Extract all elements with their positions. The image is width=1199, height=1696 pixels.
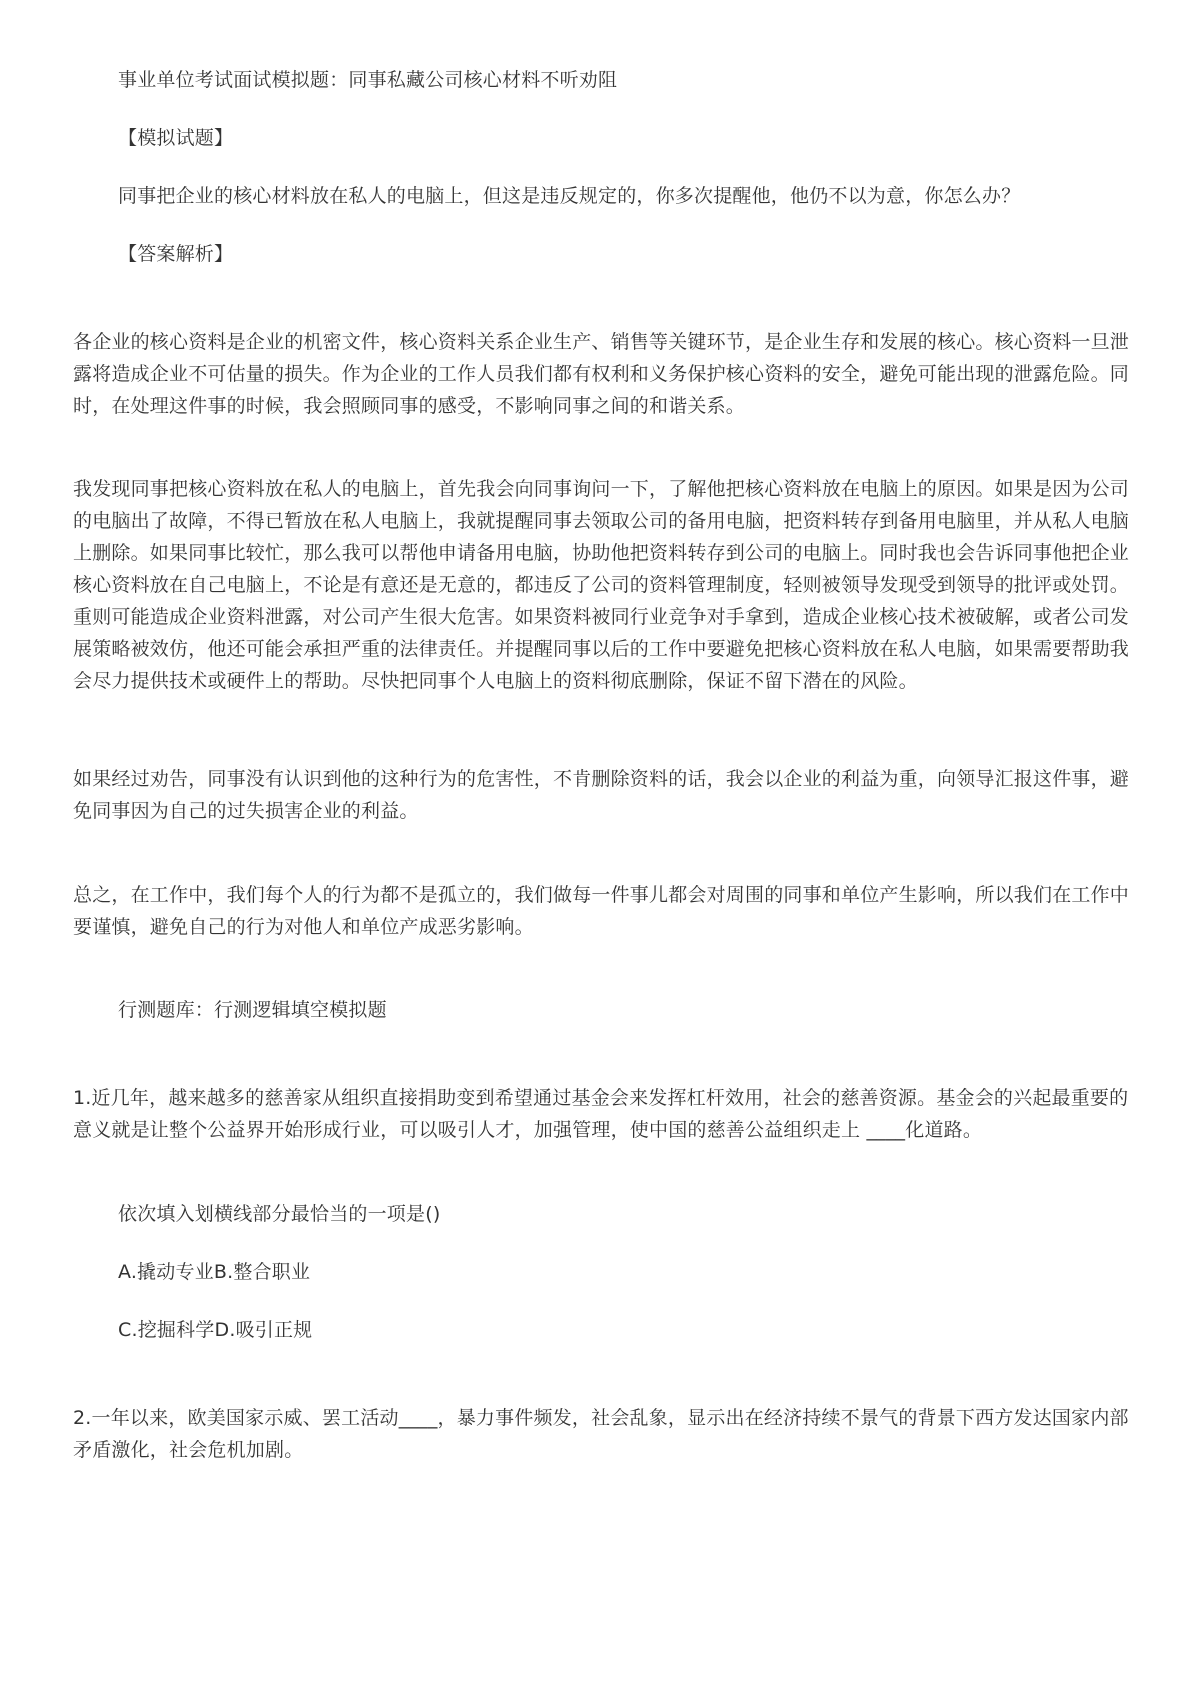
question-1-prompt: 依次填入划横线部分最恰当的一项是()	[118, 1203, 441, 1225]
section-heading-answer: 【答案解析】	[118, 243, 234, 265]
question-1-text: 1.近几年，越来越多的慈善家从组织直接捐助变到希望通过基金会来发挥杠杆效用，社会的慈善资源。基金会的兴起最重要的意义就是让整个公益界开始形成行业，可以吸引人才，加强管理，使中国的慈善公益组织走上 ____化道路。	[73, 1087, 1129, 1141]
section-heading-question: 【模拟试题】	[118, 127, 234, 149]
question-1-options-ab: A.撬动专业B.整合职业	[118, 1261, 311, 1283]
answer-paragraph-4: 总之，在工作中，我们每个人的行为都不是孤立的，我们做每一件事儿都会对周围的同事和单位产生影响，所以我们在工作中要谨慎，避免自己的行为对他人和单位产成恶劣影响。	[73, 884, 1130, 938]
question-2-text: 2.一年以来，欧美国家示威、罢工活动____，暴力事件频发，社会乱象，显示出在经济持续不景气的背景下西方发达国家内部矛盾激化，社会危机加剧。	[73, 1407, 1129, 1461]
section-2-title: 行测题库：行测逻辑填空模拟题	[118, 999, 387, 1021]
answer-paragraph-1: 各企业的核心资料是企业的机密文件，核心资料关系企业生产、销售等关键环节，是企业生存和发展的核心。核心资料一旦泄露将造成企业不可估量的损失。作为企业的工作人员我们都有权利和义务保护核心资料的安全，避免可能出现的泄露危险。同时，在处理这件事的时候，我会照顾同事的感受，不影响同事之间的和谐关系。	[73, 331, 1130, 417]
document-title: 事业单位考试面试模拟题：同事私藏公司核心材料不听劝阻	[118, 69, 618, 91]
question-1-options-cd: C.挖掘科学D.吸引正规	[118, 1319, 313, 1341]
question-text: 同事把企业的核心材料放在私人的电脑上，但这是违反规定的，你多次提醒他，他仍不以为意，你怎么办？	[118, 185, 1021, 207]
answer-paragraph-3: 如果经过劝告，同事没有认识到他的这种行为的危害性，不肯删除资料的话，我会以企业的利益为重，向领导汇报这件事，避免同事因为自己的过失损害企业的利益。	[73, 768, 1130, 822]
answer-paragraph-2: 我发现同事把核心资料放在私人的电脑上，首先我会向同事询问一下，了解他把核心资料放在电脑上的原因。如果是因为公司的电脑出了故障，不得已暂放在私人电脑上，我就提醒同事去领取公司的备用电脑，把资料转存到备用电脑里，并从私人电脑上删除。如果同事比较忙，那么我可以帮他申请备用电脑，协助他把资料转存到公司的电脑上。同时我也会告诉同事他把企业核心资料放在自己电脑上，不论是有意还是无意的，都违反了公司的资料管理制度，轻则被领导发现受到领导的批评或处罚。重则可能造成企业资料泄露，对公司产生很大危害。如果资料被同行业竞争对手拿到，造成企业核心技术被破解，或者公司发展策略被效仿，他还可能会承担严重的法律责任。并提醒同事以后的工作中要避免把核心资料放在私人电脑，如果需要帮助我会尽力提供技术或硬件上的帮助。尽快把同事个人电脑上的资料彻底删除，保证不留下潜在的风险。	[73, 478, 1130, 692]
